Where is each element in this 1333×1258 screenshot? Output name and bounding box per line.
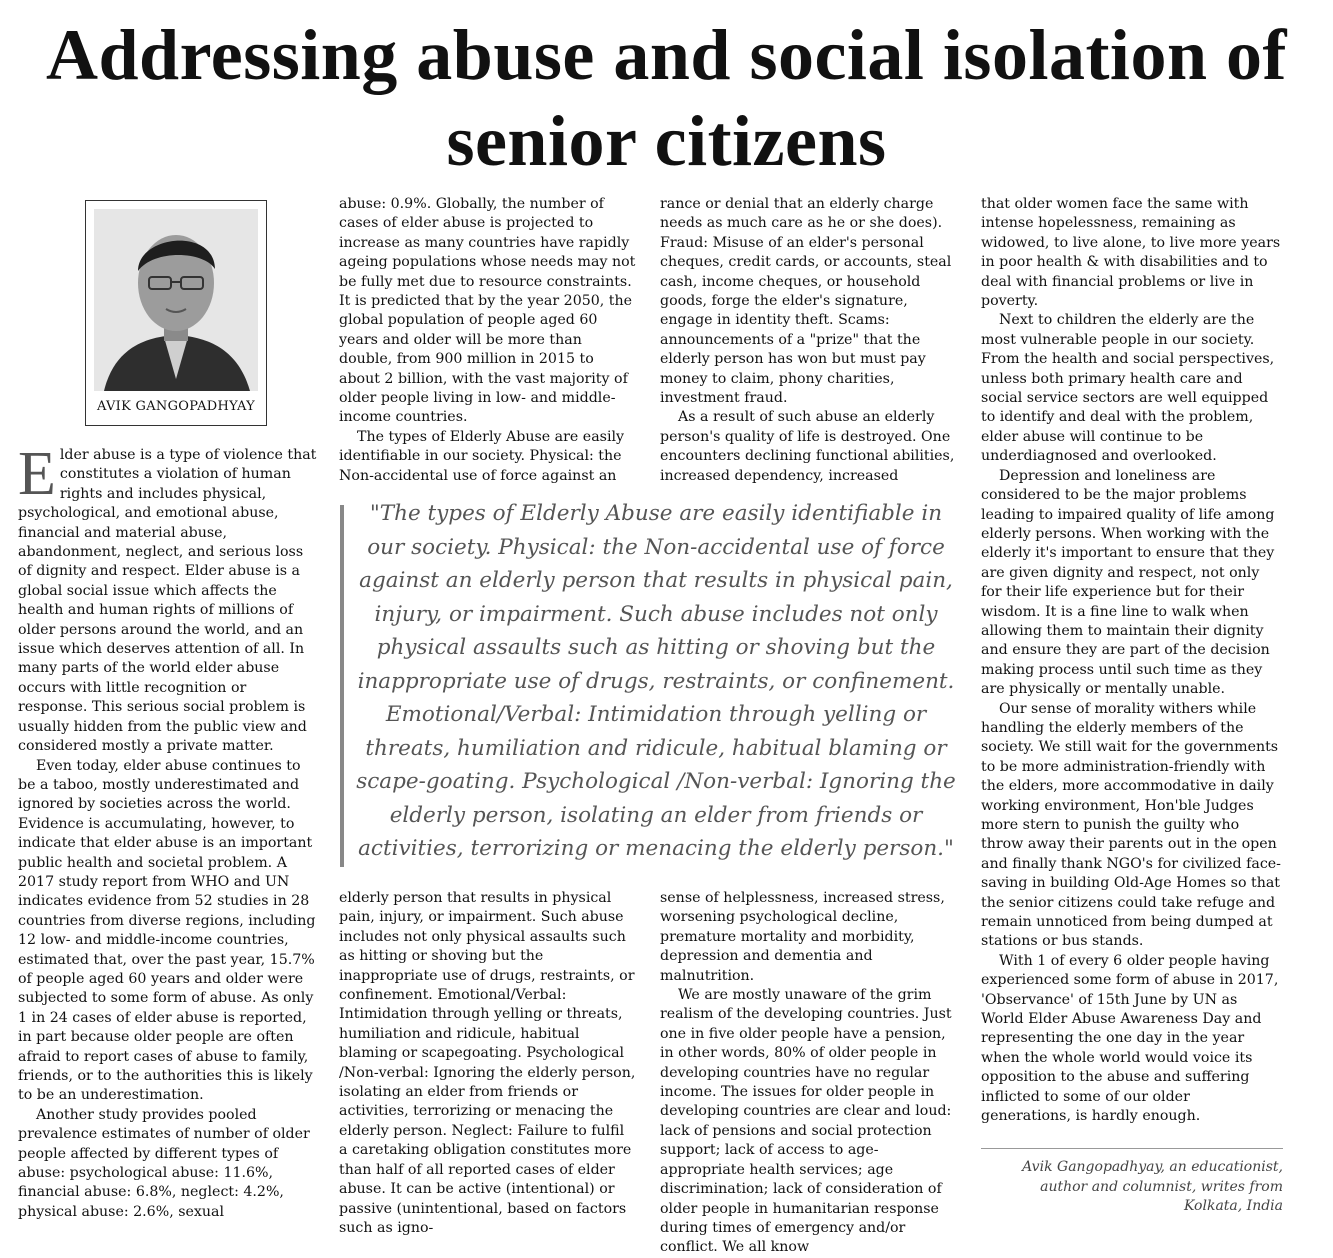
article-column-2-top [339, 195, 637, 486]
paragraph: sense of helplessness, increased stress, worsening psychological decline, premature mortality and morbidity, depression and dementia and malnutrition. [660, 890, 945, 984]
drop-cap: E [18, 440, 56, 508]
paragraph: elderly person that results in physical pain, injury, or impairment. Such abuse includes not only physical assaults such as hitting or shoving but the inappropriate use of drugs, restraints, or confinement. Emotional/Verbal: Intimidation through yelling or threats, humiliation and ridicule, habitual blaming or scapegoating. Psychological /Non-verbal: Ignoring the elderly person, isolating an elder from friends or activities, terrorizing or menacing the elderly person. Neglect: Failure to fulfil a caretaking obligation constitutes more than half of all reported cases of elder abuse. It can be active (intentional) or passive (unintentional, based on factors such as igno- [339, 890, 636, 1236]
headline: Addressing abuse and social isolation of senior citizens [46, 15, 1287, 181]
paragraph: Our sense of morality withers while handling the elderly members of the society. We still wait for the governments to be more administration-friendly with the elders, more accommodative in daily working environment, Hon'ble Judges more stern to punish the guilty who throw away their parents out in the open and finally thank NGO's for civilized face-saving in building Old-Age Homes so that the senior citizens could take refuge and remain unnoticed from being dumped at stations or bus stands. [981, 700, 1281, 950]
pull-quote-text: "The types of Elderly Abuse are easily identifiable in our society. Physical: the Non-accidental use of force against an elderly person that results in physical pain, injury, or impairment. Such abuse includes not only physical assaults such as hitting or shoving but the inappropriate use of drugs, restraints, or confinement. Emotional/Verbal: Intimidation through yelling or threats, humiliation and ridicule, habitual blaming or scape-goating. Psychological /Non-verbal: Ignoring the elderly person, isolating an elder from friends or activities, terrorizing or menacing the elderly person." [356, 501, 956, 861]
paragraph: lder abuse is a type of violence that constitutes a violation of human rights and includes physical, psychological, and emotional abuse, financial and material abuse, abandonment, neglect, and serious loss of dignity and respect. Elder abuse is a global social issue which affects the health and human rights of millions of older persons around the world, and an issue which deserves attention of all. In many parts of the world elder abuse occurs with little recognition or response. This serious social problem is usually hidden from the public view and considered mostly a private matter. [18, 447, 317, 755]
paragraph: Another study provides pooled prevalence estimates of number of older people affected by different types of abuse: psychological abuse: 11.6%, financial abuse: 6.8%, neglect: 4.2%, physical abuse: 2.6%, sexual [18, 1106, 310, 1220]
paragraph: The types of Elderly Abuse are easily identifiable in our society. Physical: the Non-accidental use of force against an [339, 428, 625, 484]
paragraph: Even today, elder abuse continues to be a taboo, mostly underestimated and ignored by societies across the world. Evidence is accumulating, however, to indicate that elder abuse is an important public health and societal problem. A 2017 study report from WHO and UN indicates evidence from 52 studies in 28 countries from diverse regions, including 12 low- and middle-income countries, estimated that, over the past year, 15.7% of people aged 60 years and older were subjected to some form of abuse. As only 1 in 24 cases of elder abuse is reported, in part because older people are often afraid to report cases of abuse to family, friends, or to the authorities this is likely to be an underestimation. [18, 757, 316, 1104]
paragraph: With 1 of every 6 older people having experienced some form of abuse in 2017, 'Observance' of 15th June by UN as World Elder Abuse Awareness Day and representing the one day in the year when the whole world would voice its opposition to the abuse and suffering inflicted to some of our older generations, is hardly enough. [981, 952, 1279, 1125]
article-column-3-bottom [660, 889, 960, 1258]
author-portrait-photo [94, 209, 258, 391]
paragraph: Next to children the elderly are the most vulnerable people in our society. From the health and social perspectives, unless both primary health care and social service sectors are well equipped to identify and deal with the problem, elder abuse will continue to be underdiagnosed and overlooked. [981, 312, 1275, 465]
paragraph: rance or denial that an elderly charge needs as much care as he or she does). Fraud: Misuse of an elder's personal cheques, credit cards, or accounts, steal cash, income cheques, or household goods, forge the elder's signature, engage in identity theft. Scams: announcements of a "prize" that the elderly person has won but must pay money to claim, phony charities, investment fraud. [660, 196, 952, 407]
paragraph: We are mostly unaware of the grim realism of the developing countries. Just one in five older people have a pension, in other words, 80% of older people in developing countries have no regular income. The issues for older people in developing countries are clear and loud: lack of pensions and social protection support; lack of access to age-appropriate health services; age discrimination; lack of consideration of older people in humanitarian response during times of emergency and/or conflict. We all know [660, 987, 952, 1256]
paragraph: As a result of such abuse an elderly person's quality of life is destroyed. One encounters declining functional abilities, increased dependency, increased [660, 409, 955, 484]
author-signoff: Avik Gangopadhyay, an educationist, author and columnist, writes from Kolkata, India [1022, 1159, 1283, 1214]
pull-quote-rule [340, 505, 344, 867]
paragraph: that older women face the same with intense hopelessness, remaining as widowed, to live alone, to live more years in poor health & with disabilities and to deal with financial problems or live in poverty. [981, 196, 1281, 310]
article-column-2-bottom [339, 889, 637, 1238]
paragraph: Depression and loneliness are considered to be the major problems leading to impaired quality of life among elderly persons. When working with the elderly it's important to ensure that they are given dignity and respect, not only for their life experience but for their wisdom. It is a fine line to walk when allowing them to maintain their dignity and ensure they are part of the decision making process until such time as they are physically or mentally unable. [981, 467, 1275, 698]
article-column-1 [18, 440, 318, 1222]
pull-quote [340, 497, 960, 872]
signoff-divider [981, 1148, 1283, 1149]
paragraph: abuse: 0.9%. Globally, the number of cases of elder abuse is projected to increase as many countries have rapidly ageing populations whose needs may not be fully met due to resource constraints. It is predicted that by the year 2050, the global population of people aged 60 years and older will be more than double, from 900 million in 2015 to about 2 billion, with the vast majority of older people living in low- and middle-income countries. [339, 196, 636, 426]
article-column-3-top [660, 195, 960, 486]
article-column-4 [981, 195, 1283, 1127]
author-photo-box [85, 200, 267, 426]
author-name: AVIK GANGOPADHYAY [96, 399, 256, 414]
